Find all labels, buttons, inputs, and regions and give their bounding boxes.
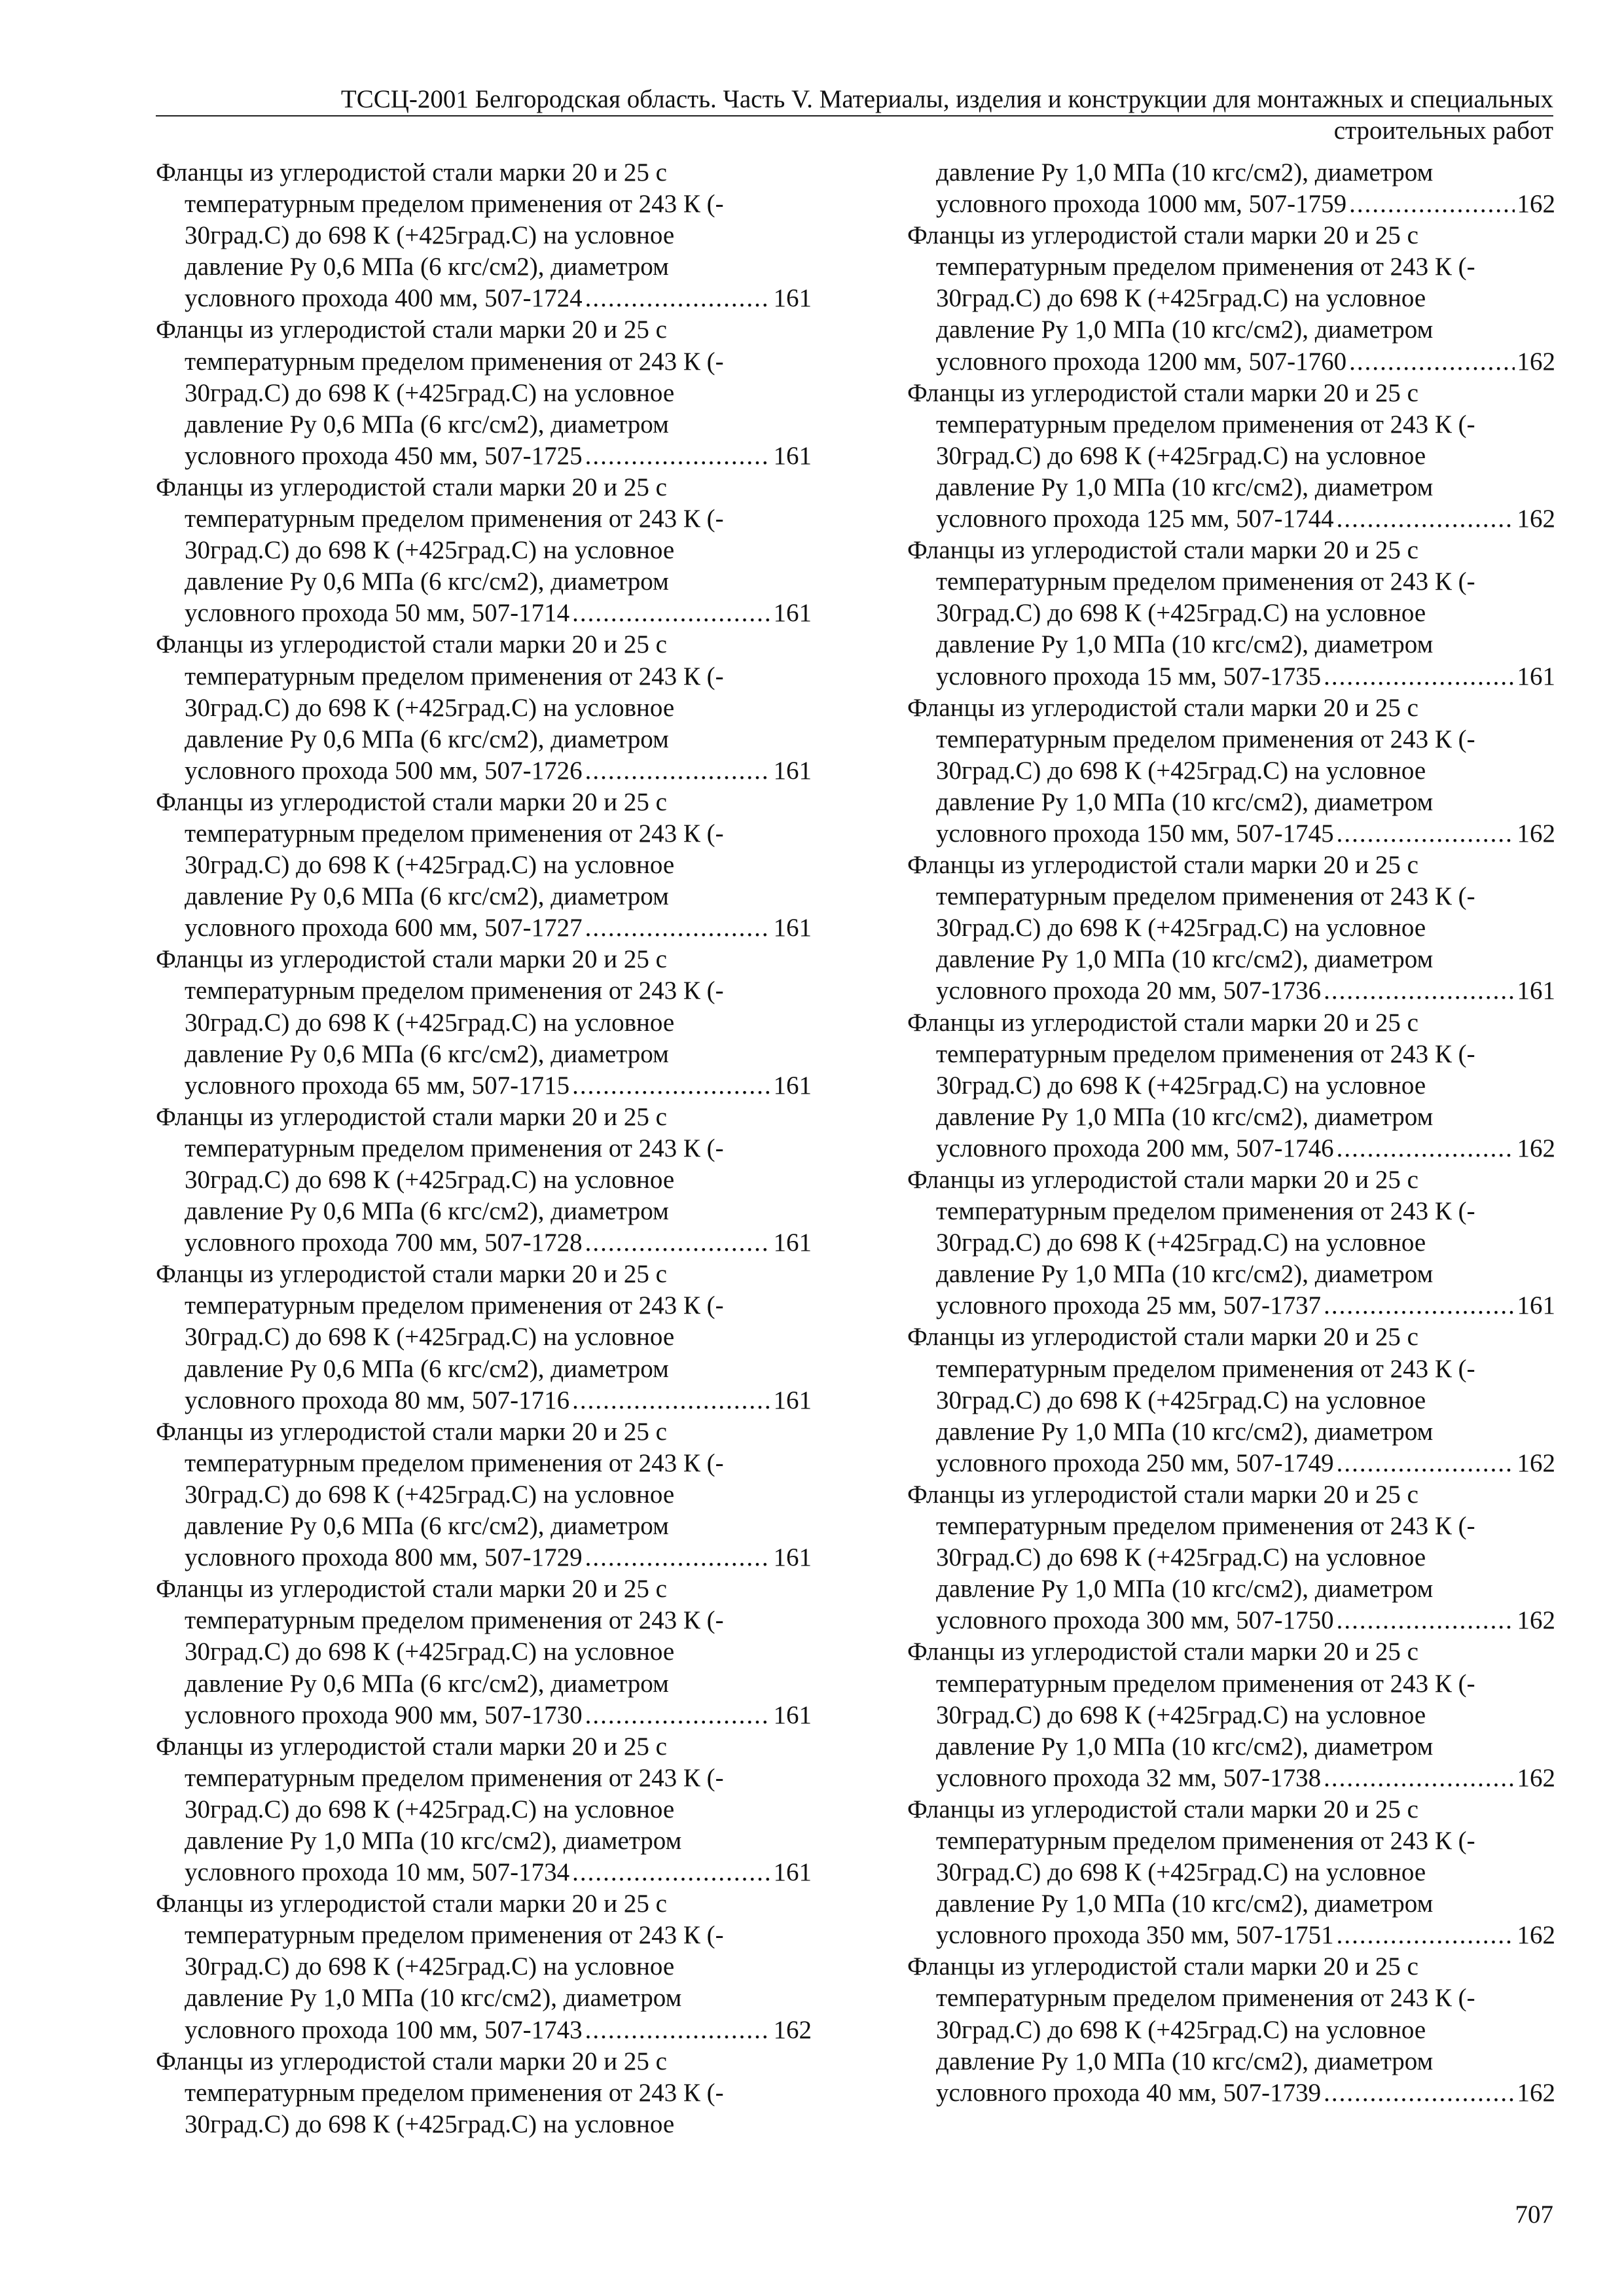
entry-line: давление Ру 1,0 МПа (10 кгс/см2), диаметром: [185, 1826, 682, 1855]
toc-entry[interactable]: [156, 944, 812, 1101]
dot-leader: [1337, 818, 1515, 850]
entry-last-line: [907, 346, 1555, 378]
toc-entry[interactable]: [156, 1573, 812, 1731]
entry-line: температурным пределом применения от 243 К (-: [185, 190, 724, 219]
entry-line: Фланцы из углеродистой стали марки 20 и 25 с: [156, 630, 667, 659]
entry-text: условного прохода 600 мм, 507-1727: [185, 914, 583, 942]
toc-entry[interactable]: [907, 1479, 1555, 1636]
toc-entry[interactable]: [907, 1794, 1555, 1951]
entry-line: давление Ру 0,6 МПа (6 кгс/см2), диаметром: [185, 410, 669, 439]
page-ref: 161: [773, 1229, 812, 1257]
toc-entry-continuation[interactable]: [907, 157, 1555, 220]
page-ref: 161: [773, 1543, 812, 1572]
entry-line: Фланцы из углеродистой стали марки 20 и 25 с: [156, 2047, 667, 2075]
page-ref: 162: [1517, 2078, 1555, 2107]
entry-last-line: [156, 1385, 812, 1416]
page-ref: 162: [1517, 1448, 1555, 1477]
entry-line: Фланцы из углеродистой стали марки 20 и 25 с: [156, 158, 667, 187]
entry-last-line: [907, 1133, 1555, 1164]
entry-last-line: [156, 1857, 812, 1888]
dot-leader: [1349, 188, 1514, 220]
entry-line: 30град.С) до 698 К (+425град.С) на условное: [936, 1858, 1426, 1887]
entry-last-line: [907, 503, 1555, 535]
entry-line: 30град.С) до 698 К (+425град.С) на условное: [185, 1480, 675, 1509]
entry-line: давление Ру 1,0 МПа (10 кгс/см2), диаметром: [936, 630, 1434, 659]
entry-line: Фланцы из углеродистой стали марки 20 и 25 с: [907, 378, 1418, 407]
page-ref: 162: [1517, 1606, 1555, 1635]
entry-line: 30град.С) до 698 К (+425град.С) на условное: [936, 1386, 1426, 1414]
entry-line: 30град.С) до 698 К (+425град.С) на условное: [185, 1166, 675, 1194]
entry-last-line: [156, 598, 812, 629]
entry-line: температурным пределом применения от 243 К (-: [185, 1134, 724, 1162]
dot-leader: [585, 1700, 771, 1731]
entry-last-line: [907, 661, 1555, 692]
entry-line: давление Ру 1,0 МПа (10 кгс/см2), диаметром: [936, 1417, 1434, 1446]
page-ref: 161: [773, 599, 812, 628]
dot-leader: [1324, 975, 1514, 1007]
toc-entry[interactable]: [907, 220, 1555, 377]
toc-entry[interactable]: [156, 1102, 812, 1259]
page-ref: 161: [773, 441, 812, 470]
entry-line: давление Ру 1,0 МПа (10 кгс/см2), диаметром: [936, 2047, 1434, 2075]
entry-text: условного прохода 50 мм, 507-1714: [185, 599, 570, 628]
toc-entry[interactable]: [907, 1636, 1555, 1793]
toc-entry[interactable]: [156, 1259, 812, 1416]
toc-entry[interactable]: [156, 1888, 812, 2045]
entry-line: температурным пределом применения от 243 К (-: [936, 1669, 1475, 1698]
entry-line: давление Ру 1,0 МПа (10 кгс/см2), диаметром: [936, 1260, 1434, 1289]
dot-leader: [585, 912, 771, 944]
entry-line: 30град.С) до 698 К (+425град.С) на условное: [185, 1323, 675, 1352]
entry-last-line: [156, 283, 812, 314]
entry-line: температурным пределом применения от 243 К (-: [185, 1448, 724, 1477]
dot-leader: [585, 283, 771, 314]
entry-last-line: [156, 755, 812, 787]
dot-leader: [572, 1385, 770, 1416]
entry-line: температурным пределом применения от 243 К (-: [185, 1921, 724, 1950]
entry-last-line: [156, 1070, 812, 1102]
page-ref: 162: [1517, 819, 1555, 848]
toc-entry[interactable]: [156, 472, 812, 629]
entry-line: 30град.С) до 698 К (+425град.С) на условное: [185, 693, 675, 722]
entry-line: давление Ру 0,6 МПа (6 кгс/см2), диаметром: [185, 1354, 669, 1383]
dot-leader: [1324, 661, 1514, 692]
dot-leader: [1337, 1448, 1515, 1479]
entry-line: Фланцы из углеродистой стали марки 20 и 25 с: [907, 693, 1418, 722]
entry-text: условного прохода 20 мм, 507-1736: [936, 977, 1322, 1005]
page-ref: 162: [773, 2015, 812, 2044]
entry-line: 30град.С) до 698 К (+425град.С) на условное: [936, 914, 1426, 942]
entry-line: 30град.С) до 698 К (+425град.С) на условное: [185, 378, 675, 407]
entry-last-line: [156, 1227, 812, 1259]
entry-line: Фланцы из углеродистой стали марки 20 и 25 с: [907, 1480, 1418, 1509]
dot-leader: [1337, 1920, 1515, 1951]
entry-line: давление Ру 1,0 МПа (10 кгс/см2), диаметром: [936, 1575, 1434, 1604]
entry-line: Фланцы из углеродистой стали марки 20 и 25 с: [907, 851, 1418, 880]
entry-line: 30град.С) до 698 К (+425град.С) на условное: [185, 221, 675, 250]
toc-column-left: [156, 157, 812, 2140]
dot-leader: [585, 1227, 771, 1259]
entry-last-line: [907, 1763, 1555, 1794]
entry-last-line: [907, 1448, 1555, 1479]
entry-line: давление Ру 1,0 МПа (10 кгс/см2), диаметром: [936, 1102, 1434, 1131]
entry-line: давление Ру 1,0 МПа (10 кгс/см2), диаметром: [936, 787, 1434, 816]
entry-text: условного прохода 400 мм, 507-1724: [185, 284, 583, 313]
entry-line: давление Ру 0,6 МПа (6 кгс/см2), диаметром: [185, 1512, 669, 1541]
dot-leader: [572, 1070, 770, 1102]
entry-line: температурным пределом применения от 243 К (-: [936, 1197, 1475, 1226]
entry-line: 30град.С) до 698 К (+425град.С) на условное: [936, 2015, 1426, 2044]
entry-line: температурным пределом применения от 243 К (-: [936, 1039, 1475, 1068]
entry-last-line: [156, 2015, 812, 2046]
entry-line: Фланцы из углеродистой стали марки 20 и 25 с: [156, 1102, 667, 1131]
entry-line: 30град.С) до 698 К (+425град.С) на условное: [936, 1229, 1426, 1257]
entry-text: условного прохода 1000 мм, 507-1759: [936, 190, 1347, 219]
toc-entry[interactable]: [907, 1321, 1555, 1479]
entry-line: температурным пределом применения от 243 К (-: [936, 882, 1475, 911]
toc-entry[interactable]: [907, 1164, 1555, 1321]
dot-leader: [585, 440, 771, 472]
dot-leader: [572, 1857, 770, 1888]
entry-text: условного прохода 350 мм, 507-1751: [936, 1921, 1334, 1950]
entry-line: давление Ру 1,0 МПа (10 кгс/см2), диаметром: [936, 473, 1434, 501]
entry-last-line: [936, 188, 1555, 220]
entry-last-line: [156, 440, 812, 472]
entry-text: условного прохода 800 мм, 507-1729: [185, 1543, 583, 1572]
entry-line: температурным пределом применения от 243 К (-: [936, 253, 1475, 281]
entry-line: 30град.С) до 698 К (+425град.С) на условное: [185, 2109, 675, 2138]
entry-last-line: [156, 1700, 812, 1731]
entry-text: условного прохода 32 мм, 507-1738: [936, 1763, 1322, 1792]
entry-text: условного прохода 700 мм, 507-1728: [185, 1229, 583, 1257]
dot-leader: [585, 755, 771, 787]
entry-line: Фланцы из углеродистой стали марки 20 и 25 с: [156, 1732, 667, 1761]
page-ref: 161: [773, 756, 812, 785]
entry-line: Фланцы из углеродистой стали марки 20 и 25 с: [907, 1638, 1418, 1666]
page-ref: 162: [1517, 1134, 1555, 1162]
entry-text: условного прохода 40 мм, 507-1739: [936, 2078, 1322, 2107]
entry-line: давление Ру 0,6 МПа (6 кгс/см2), диаметром: [185, 567, 669, 596]
toc-entry[interactable]: [156, 157, 812, 314]
entry-line: температурным пределом применения от 243 К (-: [185, 347, 724, 376]
entry-last-line: [907, 1605, 1555, 1636]
entry-line: 30град.С) до 698 К (+425град.С) на условное: [936, 284, 1426, 313]
page-ref: 162: [1517, 347, 1555, 376]
page-ref: 161: [1517, 662, 1555, 691]
toc-entry[interactable]: [156, 2046, 812, 2140]
entry-line: давление Ру 1,0 МПа (10 кгс/см2), диаметром: [936, 158, 1434, 187]
entry-line: Фланцы из углеродистой стали марки 20 и 25 с: [907, 1323, 1418, 1352]
entry-line: температурным пределом применения от 243 К (-: [936, 1354, 1475, 1383]
toc-entry[interactable]: [907, 535, 1555, 692]
toc-entry[interactable]: [156, 1731, 812, 1888]
entry-line: температурным пределом применения от 243 К (-: [185, 505, 724, 533]
entry-text: условного прохода 200 мм, 507-1746: [936, 1134, 1334, 1162]
entry-last-line: [907, 975, 1555, 1007]
entry-line: Фланцы из углеродистой стали марки 20 и 25 с: [907, 1008, 1418, 1037]
entry-line: температурным пределом применения от 243 К (-: [185, 819, 724, 848]
entry-line: давление Ру 1,0 МПа (10 кгс/см2), диаметром: [936, 1890, 1434, 1918]
entry-line: давление Ру 0,6 МПа (6 кгс/см2), диаметром: [185, 882, 669, 911]
entry-line: Фланцы из углеродистой стали марки 20 и 25 с: [156, 1575, 667, 1604]
entry-line: температурным пределом применения от 243 К (-: [936, 725, 1475, 753]
entry-last-line: [156, 912, 812, 944]
entry-line: 30град.С) до 698 К (+425град.С) на условное: [185, 1952, 675, 1981]
entry-line: давление Ру 0,6 МПа (6 кгс/см2), диаметром: [185, 1197, 669, 1226]
entry-line: 30град.С) до 698 К (+425град.С) на условное: [185, 851, 675, 880]
page-ref: 162: [1517, 505, 1555, 533]
entry-line: 30град.С) до 698 К (+425град.С) на условное: [185, 536, 675, 565]
entry-line: Фланцы из углеродистой стали марки 20 и 25 с: [156, 1260, 667, 1289]
toc-entry[interactable]: [907, 850, 1555, 1007]
entry-text: условного прохода 500 мм, 507-1726: [185, 756, 583, 785]
entry-text: условного прохода 25 мм, 507-1737: [936, 1291, 1322, 1320]
entry-text: условного прохода 1200 мм, 507-1760: [936, 347, 1347, 376]
entry-line: Фланцы из углеродистой стали марки 20 и 25 с: [156, 473, 667, 501]
entry-line: температурным пределом применения от 243 К (-: [936, 567, 1475, 596]
entry-line: 30град.С) до 698 К (+425град.С) на условное: [936, 1071, 1426, 1100]
entry-line: давление Ру 0,6 МПа (6 кгс/см2), диаметром: [185, 725, 669, 753]
entry-line: Фланцы из углеродистой стали марки 20 и 25 с: [156, 945, 667, 974]
entry-text: условного прохода 250 мм, 507-1749: [936, 1448, 1334, 1477]
dot-leader: [1337, 503, 1515, 535]
toc-column-right: [907, 157, 1555, 2109]
entry-line: 30град.С) до 698 К (+425град.С) на условное: [936, 1543, 1426, 1572]
entry-text: условного прохода 150 мм, 507-1745: [936, 819, 1334, 848]
entry-line: давление Ру 1,0 МПа (10 кгс/см2), диаметром: [936, 315, 1434, 344]
header-title: ТССЦ-2001 Белгородская область. Часть V. Материалы, изделия и конструкции для монтажных и специальных: [340, 85, 1553, 113]
dot-leader: [1337, 1133, 1515, 1164]
entry-line: температурным пределом применения от 243 К (-: [185, 977, 724, 1005]
entry-line: температурным пределом применения от 243 К (-: [936, 410, 1475, 439]
entry-line: 30град.С) до 698 К (+425град.С) на условное: [185, 1008, 675, 1037]
entry-line: Фланцы из углеродистой стали марки 20 и 25 с: [156, 315, 667, 344]
header-subtitle: строительных работ: [1333, 117, 1553, 145]
entry-line: 30град.С) до 698 К (+425град.С) на условное: [185, 1795, 675, 1823]
entry-text: условного прохода 900 мм, 507-1730: [185, 1700, 583, 1729]
entry-text: условного прохода 65 мм, 507-1715: [185, 1071, 570, 1100]
entry-line: температурным пределом применения от 243 К (-: [936, 1512, 1475, 1541]
entry-line: температурным пределом применения от 243 К (-: [936, 1984, 1475, 2013]
entry-line: 30град.С) до 698 К (+425град.С) на условное: [936, 599, 1426, 628]
page-ref: 161: [773, 284, 812, 313]
entry-last-line: [907, 818, 1555, 850]
entry-line: давление Ру 1,0 МПа (10 кгс/см2), диаметром: [936, 1732, 1434, 1761]
entry-line: Фланцы из углеродистой стали марки 20 и 25 с: [907, 1795, 1418, 1823]
entry-line: Фланцы из углеродистой стали марки 20 и 25 с: [907, 1166, 1418, 1194]
entry-text: условного прохода 450 мм, 507-1725: [185, 441, 583, 470]
entry-line: Фланцы из углеродистой стали марки 20 и 25 с: [907, 221, 1418, 250]
entry-line: давление Ру 0,6 МПа (6 кгс/см2), диаметром: [185, 1669, 669, 1698]
page-ref: 162: [1517, 1763, 1555, 1792]
entry-line: Фланцы из углеродистой стали марки 20 и 25 с: [907, 1952, 1418, 1981]
dot-leader: [585, 2015, 771, 2046]
entry-line: температурным пределом применения от 243 К (-: [185, 1291, 724, 1320]
entry-last-line: [907, 1290, 1555, 1321]
page-ref: 161: [773, 1858, 812, 1887]
toc-entry[interactable]: [907, 1007, 1555, 1164]
entry-line: давление Ру 0,6 МПа (6 кгс/см2), диаметром: [185, 253, 669, 281]
entry-line: температурным пределом применения от 243 К (-: [185, 1763, 724, 1792]
entry-text: условного прохода 300 мм, 507-1750: [936, 1606, 1334, 1635]
entry-line: температурным пределом применения от 243 К (-: [185, 662, 724, 691]
entry-line: 30град.С) до 698 К (+425град.С) на условное: [936, 441, 1426, 470]
dot-leader: [1324, 1290, 1514, 1321]
entry-line: температурным пределом применения от 243 К (-: [936, 1826, 1475, 1855]
dot-leader: [1324, 1763, 1514, 1794]
page-ref: 161: [773, 914, 812, 942]
entry-line: давление Ру 1,0 МПа (10 кгс/см2), диаметром: [936, 945, 1434, 974]
entry-line: давление Ру 0,6 МПа (6 кгс/см2), диаметром: [185, 1039, 669, 1068]
entry-text: условного прохода 100 мм, 507-1743: [185, 2015, 583, 2044]
entry-line: Фланцы из углеродистой стали марки 20 и 25 с: [156, 1417, 667, 1446]
entry-text: условного прохода 10 мм, 507-1734: [185, 1858, 570, 1887]
dot-leader: [1349, 346, 1514, 378]
dot-leader: [585, 1542, 771, 1573]
entry-text: условного прохода 125 мм, 507-1744: [936, 505, 1334, 533]
page-ref: 162: [1517, 1921, 1555, 1950]
page-header: [156, 84, 1553, 145]
toc-entry[interactable]: [156, 629, 812, 786]
page-ref: 161: [773, 1386, 812, 1414]
entry-text: условного прохода 80 мм, 507-1716: [185, 1386, 570, 1414]
toc-entry[interactable]: [156, 314, 812, 471]
entry-line: 30град.С) до 698 К (+425град.С) на условное: [185, 1638, 675, 1666]
entry-line: 30град.С) до 698 К (+425град.С) на условное: [936, 1700, 1426, 1729]
page-ref: 162: [1517, 190, 1555, 219]
page-ref: 161: [1517, 977, 1555, 1005]
toc-entry[interactable]: [156, 1416, 812, 1573]
dot-leader: [1324, 2077, 1514, 2109]
entry-line: Фланцы из углеродистой стали марки 20 и 25 с: [156, 787, 667, 816]
toc-entry[interactable]: [156, 787, 812, 944]
entry-line: давление Ру 1,0 МПа (10 кгс/см2), диаметром: [185, 1984, 682, 2013]
entry-line: 30град.С) до 698 К (+425град.С) на условное: [936, 756, 1426, 785]
dot-leader: [572, 598, 770, 629]
entry-text: условного прохода 15 мм, 507-1735: [936, 662, 1322, 691]
entry-line: Фланцы из углеродистой стали марки 20 и 25 с: [907, 536, 1418, 565]
entry-line: Фланцы из углеродистой стали марки 20 и 25 с: [156, 1890, 667, 1918]
page-number: 707: [1515, 2200, 1553, 2229]
page-ref: 161: [773, 1700, 812, 1729]
toc-entry[interactable]: [907, 378, 1555, 535]
entry-last-line: [907, 2077, 1555, 2109]
dot-leader: [1337, 1605, 1515, 1636]
page-ref: 161: [773, 1071, 812, 1100]
entry-line: температурным пределом применения от 243 К (-: [185, 2078, 724, 2107]
entry-line: температурным пределом применения от 243 К (-: [185, 1606, 724, 1635]
page-ref: 161: [1517, 1291, 1555, 1320]
entry-last-line: [907, 1920, 1555, 1951]
toc-entry[interactable]: [907, 1951, 1555, 2108]
toc-entry[interactable]: [907, 692, 1555, 850]
entry-last-line: [156, 1542, 812, 1573]
